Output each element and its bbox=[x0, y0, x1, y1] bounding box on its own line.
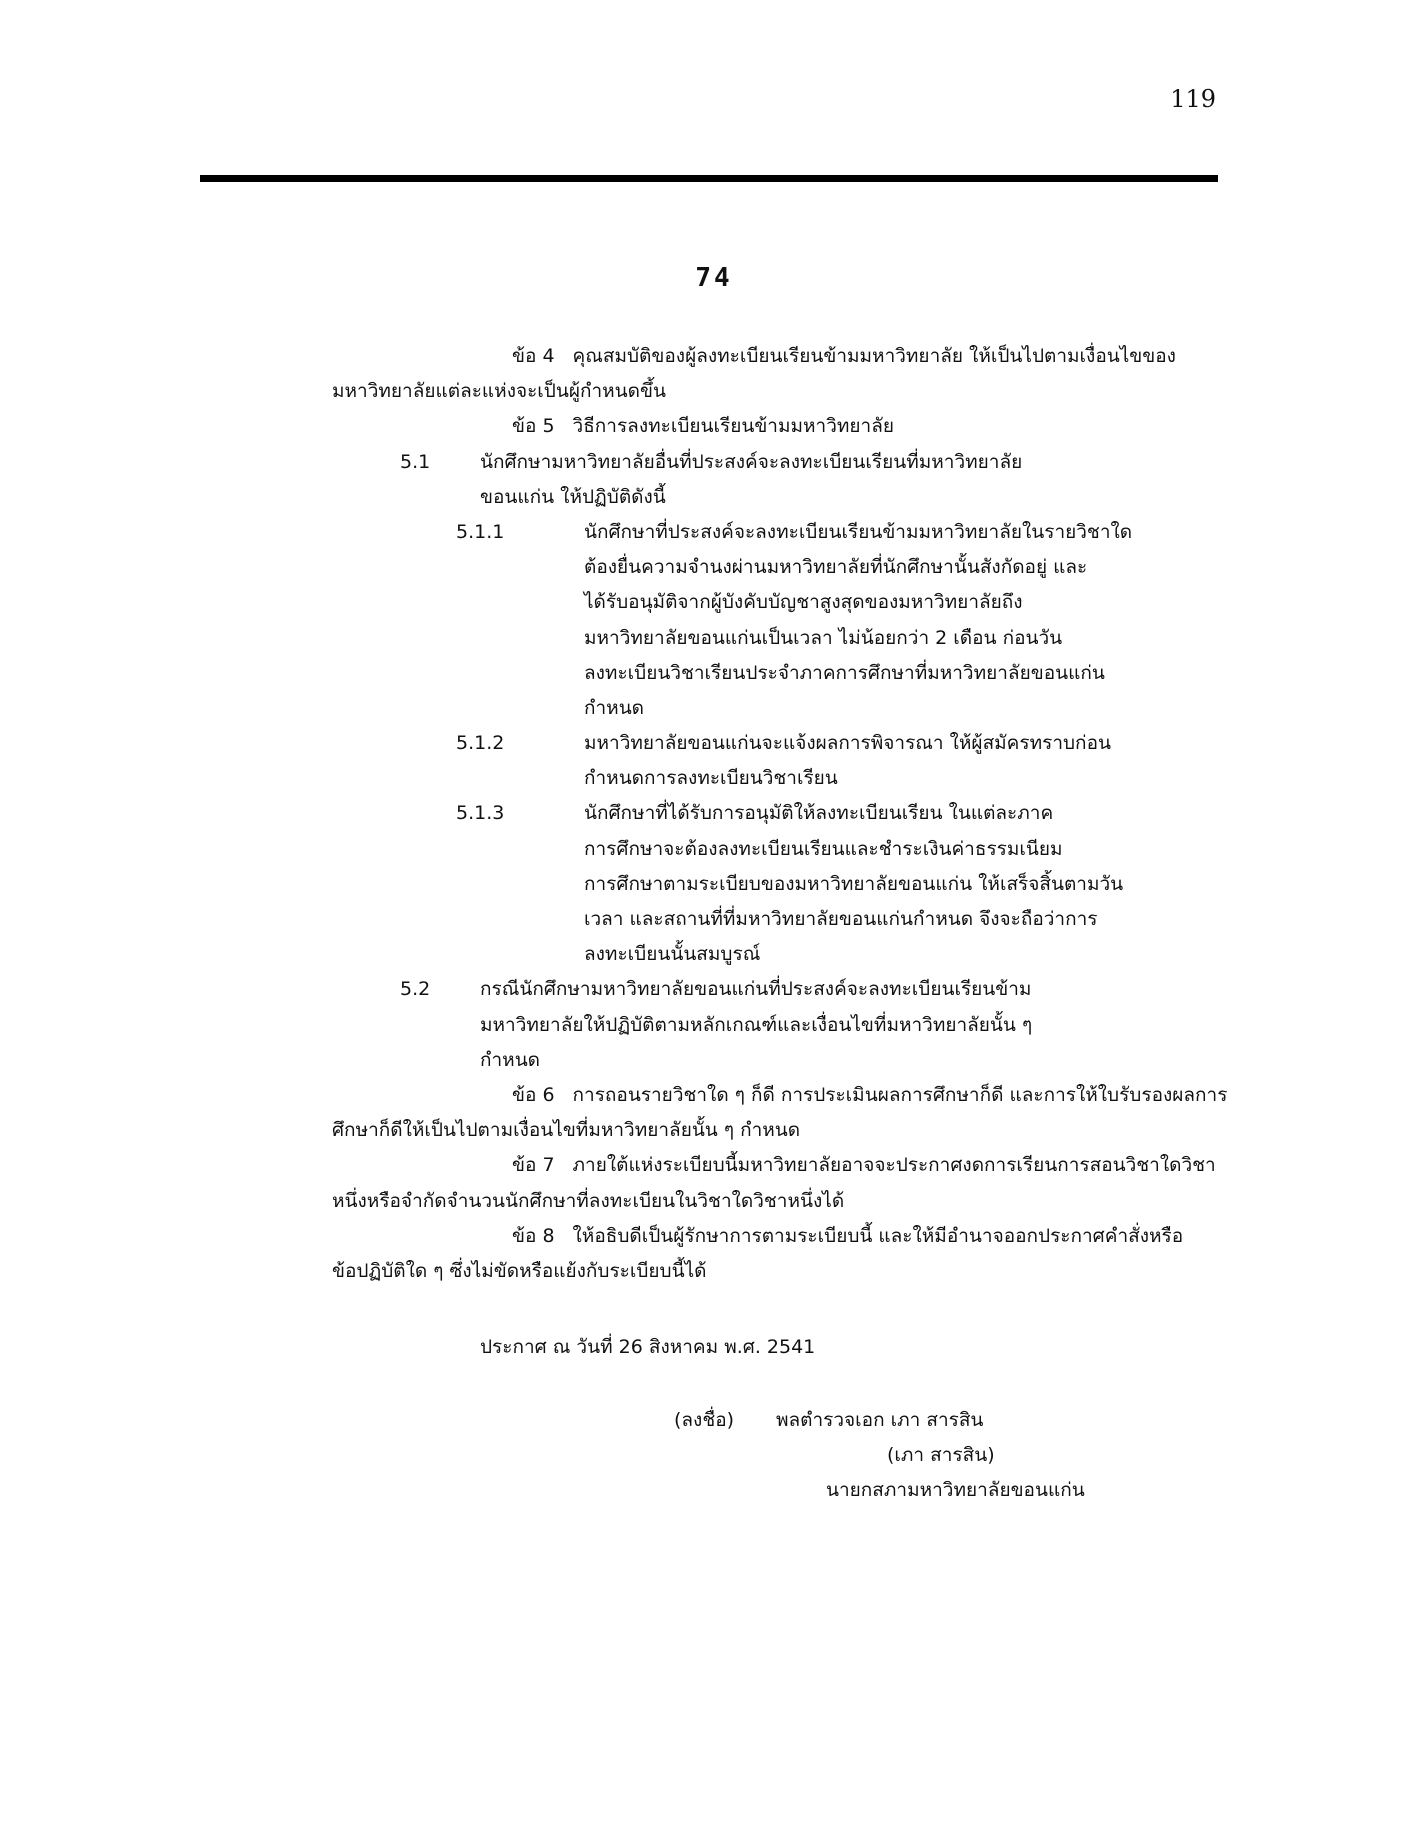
clause-7-line-1: ภายใต้แห่งระเบียบนี้มหาวิทยาลัยอาจจะประกาศงดการเรียนการสอนวิชาใดวิชา bbox=[572, 1154, 1216, 1177]
clause-7-label: ข้อ 7 bbox=[512, 1154, 555, 1177]
clause-5-1-1-line-5: ลงทะเบียนวิชาเรียนประจำภาคการศึกษาที่มหาวิทยาลัยขอนแก่น bbox=[584, 661, 1105, 684]
regulation-body bbox=[332, 339, 1228, 1289]
clause-5-1-3-line-1: นักศึกษาที่ได้รับการอนุมัติให้ลงทะเบียนเรียน ในแต่ละภาค bbox=[584, 802, 1054, 825]
clause-5-1-2-line-1: มหาวิทยาลัยขอนแก่นจะแจ้งผลการพิจารณา ให้ผู้สมัครทราบก่อน bbox=[584, 732, 1111, 755]
clause-8-label: ข้อ 8 bbox=[512, 1224, 555, 1247]
clause-5-1-1-line-6: กำหนด bbox=[584, 696, 645, 719]
clause-5-1-3-line-5: ลงทะเบียนนั้นสมบูรณ์ bbox=[584, 943, 761, 966]
signature-label: (ลงชื่อ) bbox=[674, 1409, 735, 1431]
signatory-title: นายกสภามหาวิทยาลัยขอนแก่น bbox=[826, 1479, 1085, 1501]
signatory-name-parenthetical: (เภา สารสิน) bbox=[887, 1444, 995, 1466]
clause-4-label: ข้อ 4 bbox=[512, 345, 555, 367]
clause-5-1-1-line-1: นักศึกษาที่ประสงค์จะลงทะเบียนเรียนข้ามมหาวิทยาลัยในรายวิชาใด bbox=[584, 520, 1133, 543]
clause-5-1-line-1: นักศึกษามหาวิทยาลัยอื่นที่ประสงค์จะลงทะเบียนเรียนที่มหาวิทยาลัย bbox=[480, 450, 1023, 473]
clause-5-text: วิธีการลงทะเบียนเรียนข้ามมหาวิทยาลัย bbox=[572, 415, 894, 438]
signature-line bbox=[674, 1405, 983, 1435]
clause-7-line-2: หนึ่งหรือจำกัดจำนวนนักศึกษาที่ลงทะเบียนในวิชาใดวิชาหนึ่งได้ bbox=[332, 1189, 845, 1212]
clause-7 bbox=[332, 1148, 1216, 1218]
clause-5-1-3-line-4: เวลา และสถานที่ที่มหาวิทยาลัยขอนแก่นกำหนด จึงจะถือว่าการ bbox=[584, 908, 1098, 930]
clause-5-1-3-label: 5.1.3 bbox=[456, 802, 505, 825]
clause-5-1-1-line-3: ได้รับอนุมัติจากผู้บังคับบัญชาสูงสุดของมหาวิทยาลัยถึง bbox=[584, 591, 1023, 614]
page-number: 119 bbox=[1170, 85, 1216, 113]
clause-6-line-2: ศึกษาก็ดีให้เป็นไปตามเงื่อนไขที่มหาวิทยาลัยนั้น ๆ กำหนด bbox=[332, 1119, 801, 1142]
clause-5-2 bbox=[332, 972, 1092, 1078]
clause-5-1-line-2: ขอนแก่น ให้ปฏิบัติดังนี้ bbox=[480, 485, 666, 508]
clause-5-1-2-line-2: กำหนดการลงทะเบียนวิชาเรียน bbox=[584, 767, 838, 790]
clause-5-1-1 bbox=[332, 515, 1133, 726]
clause-5-1-2-label: 5.1.2 bbox=[456, 732, 505, 755]
clause-5-2-line-2: มหาวิทยาลัยให้ปฏิบัติตามหลักเกณฑ์และเงื่อนไขที่มหาวิทยาลัยนั้น ๆ bbox=[480, 1013, 1033, 1036]
document-number: 74 bbox=[695, 263, 733, 293]
header-rule bbox=[200, 175, 1218, 182]
clause-6 bbox=[332, 1078, 1228, 1148]
announcement-date: ประกาศ ณ วันที่ 26 สิงหาคม พ.ศ. 2541 bbox=[480, 1336, 816, 1358]
clause-5-1 bbox=[332, 445, 1092, 515]
clause-8-line-1: ให้อธิบดีเป็นผู้รักษาการตามระเบียบนี้ และให้มีอำนาจออกประกาศคำสั่งหรือ bbox=[572, 1224, 1184, 1247]
clause-5-2-label: 5.2 bbox=[400, 978, 431, 1001]
clause-5-1-2 bbox=[332, 726, 1111, 796]
clause-5-1-3 bbox=[332, 796, 1124, 972]
clause-5 bbox=[332, 409, 1092, 444]
clause-6-label: ข้อ 6 bbox=[512, 1083, 555, 1106]
clause-8-line-2: ข้อปฏิบัติใด ๆ ซึ่งไม่ขัดหรือแย้งกับระเบียบนี้ได้ bbox=[332, 1259, 707, 1282]
clause-5-1-1-label: 5.1.1 bbox=[456, 520, 505, 543]
clause-6-line-1: การถอนรายวิชาใด ๆ ก็ดี การประเมินผลการศึกษาก็ดี และการให้ใบรับรองผลการ bbox=[572, 1083, 1228, 1106]
clause-4 bbox=[332, 339, 1176, 409]
clause-8 bbox=[332, 1219, 1184, 1289]
clause-5-1-1-line-4: มหาวิทยาลัยขอนแก่นเป็นเวลา ไม่น้อยกว่า 2 เดือน ก่อนวัน bbox=[584, 626, 1063, 649]
clause-5-label: ข้อ 5 bbox=[512, 415, 555, 438]
clause-4-line-2: มหาวิทยาลัยแต่ละแห่งจะเป็นผู้กำหนดขึ้น bbox=[332, 380, 666, 403]
clause-5-1-1-line-2: ต้องยื่นความจำนงผ่านมหาวิทยาลัยที่นักศึกษานั้นสังกัดอยู่ และ bbox=[584, 556, 1088, 579]
signatory-name: พลตำรวจเอก เภา สารสิน bbox=[776, 1409, 984, 1431]
clause-5-2-line-1: กรณีนักศึกษามหาวิทยาลัยขอนแก่นที่ประสงค์จะลงทะเบียนเรียนข้าม bbox=[480, 978, 1032, 1001]
clause-5-1-3-line-3: การศึกษาตามระเบียบของมหาวิทยาลัยขอนแก่น ให้เสร็จสิ้นตามวัน bbox=[584, 872, 1124, 895]
clause-5-2-line-3: กำหนด bbox=[480, 1048, 541, 1071]
clause-5-1-label: 5.1 bbox=[400, 450, 431, 473]
clause-4-line-1: คุณสมบัติของผู้ลงทะเบียนเรียนข้ามมหาวิทยาลัย ให้เป็นไปตามเงื่อนไขของ bbox=[572, 345, 1176, 367]
clause-5-1-3-line-2: การศึกษาจะต้องลงทะเบียนเรียนและชำระเงินค่าธรรมเนียม bbox=[584, 837, 1063, 860]
